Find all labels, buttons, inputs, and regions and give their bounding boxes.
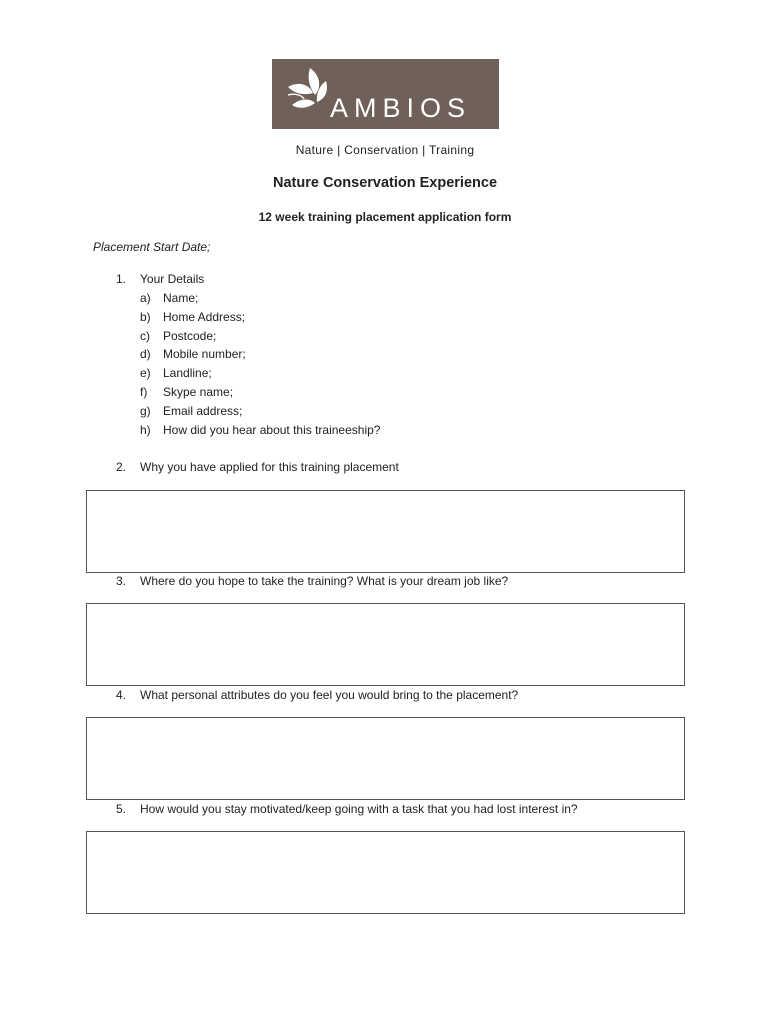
item-letter: a): [140, 291, 151, 305]
answer-box-4[interactable]: [86, 717, 685, 800]
question-number: 1.: [116, 272, 127, 286]
item-letter: h): [140, 422, 151, 437]
start-date-label: Placement Start Date;: [93, 240, 211, 254]
question-text: How would you stay motivated/keep going with a task that you had lost interest in?: [140, 802, 578, 816]
item-label: Name;: [163, 291, 199, 305]
answer-box-3[interactable]: [86, 603, 685, 686]
item-letter: f): [140, 384, 148, 399]
item-letter: b): [140, 309, 151, 324]
item-letter: g): [140, 403, 151, 418]
page-title: Nature Conservation Experience: [272, 175, 498, 191]
item-label: Email address;: [163, 403, 243, 418]
logo-text: AMBIOS: [330, 93, 472, 123]
question-text: Where do you hope to take the training? What is your dream job like?: [140, 574, 509, 588]
answer-box-5[interactable]: [86, 831, 685, 914]
item-letter: e): [140, 366, 151, 381]
question-text: What personal attributes do you feel you would bring to the placement?: [140, 688, 519, 702]
item-label: Postcode;: [163, 328, 217, 343]
leaf-sprig-icon: [282, 65, 332, 113]
question-number: 4.: [116, 688, 127, 702]
tagline: Nature | Conservation | Training: [295, 143, 475, 157]
item-label: Landline;: [163, 366, 212, 381]
item-label: Home Address;: [163, 309, 246, 324]
item-label: Skype name;: [163, 384, 234, 399]
question-text: Why you have applied for this training placement: [140, 460, 399, 474]
question-text: Your Details: [140, 272, 205, 286]
question-number: 5.: [116, 802, 127, 816]
item-label: How did you hear about this traineeship?: [163, 422, 381, 437]
item-label: Mobile number;: [163, 347, 246, 362]
form-subtitle: 12 week training placement application form: [258, 210, 512, 224]
ambios-logo: [272, 59, 499, 129]
question-number: 3.: [116, 574, 127, 588]
item-letter: d): [140, 347, 151, 362]
item-letter: c): [140, 328, 150, 343]
question-number: 2.: [116, 460, 127, 474]
answer-box-2[interactable]: [86, 490, 685, 573]
